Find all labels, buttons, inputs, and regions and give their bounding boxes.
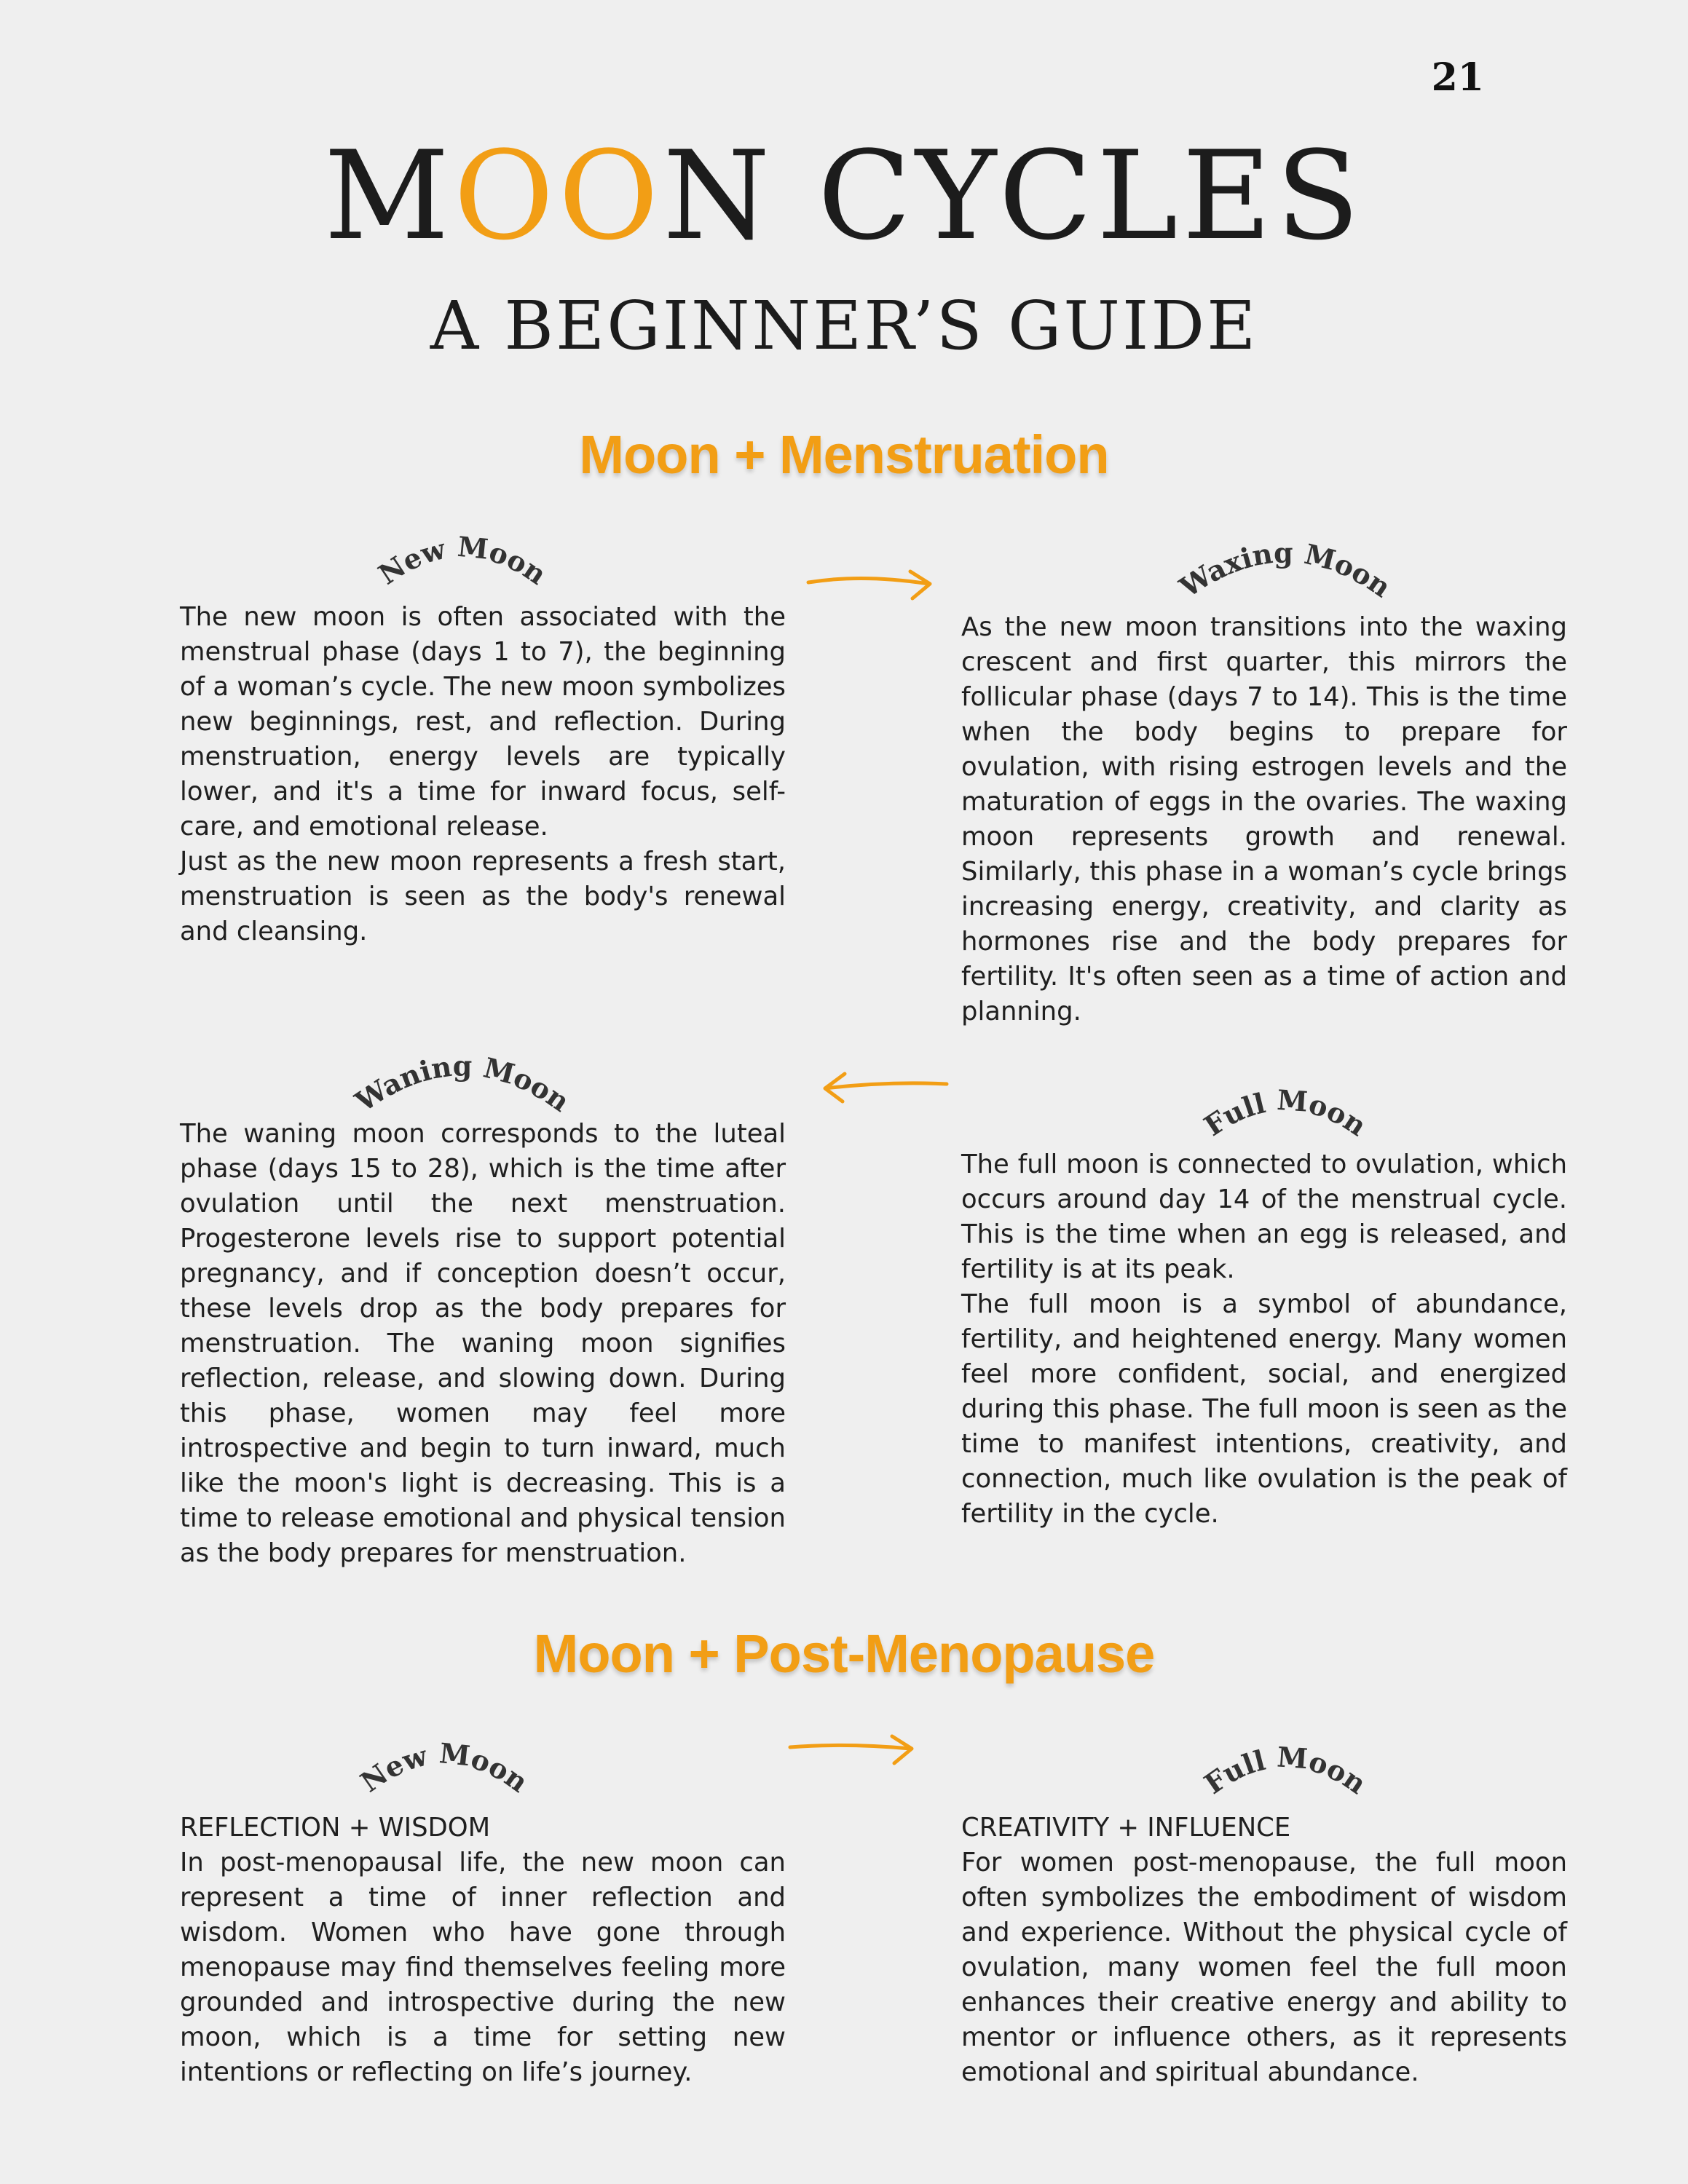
svg-text:New Moon: New Moon: [372, 529, 553, 591]
title-accent: OO: [453, 124, 663, 267]
right-arrow-icon: [786, 1733, 918, 1776]
pm-new-moon-subheading: REFLECTION + WISDOM: [180, 1813, 491, 1843]
page-number: 21: [1431, 55, 1484, 100]
waning-moon-text: [180, 1117, 786, 1571]
pm-full-moon-paragraph: For women post-menopause, the full moon often symbolizes the embodiment of wisdom and experience. Without the physical cycle of ovulation, many women feel the full moon enhances their creative energy and ability to mentor or influence others, as it represents emotional and spiritual abundance.: [961, 1848, 1567, 2087]
pm-new-moon-paragraph: In post-menopausal life, the new moon can represent a time of inner reflection and wisdom. Women who have gone through menopause may find themselves feeling more grounded and introspective during the new moon, which is a time for setting new intentions or reflecting on life’s journey.: [180, 1848, 786, 2087]
svg-text:Full Moon: Full Moon: [1198, 1740, 1373, 1801]
page-subtitle: A BEGINNER’S GUIDE: [430, 287, 1258, 365]
new-moon-label: [331, 510, 593, 604]
new-moon-paragraph: Just as the new moon represents a fresh start, menstruation is seen as the body's renewal and cleansing.: [180, 847, 786, 946]
new-moon-paragraph: The new moon is often associated with the menstrual phase (days 1 to 7), the beginning of a woman’s cycle. The new moon symbolizes new beginnings, rest, and reflection. During menstruation, energy levels are typically lower, and it's a time for inward focus, self-care, and emotional release.: [180, 602, 786, 842]
pm-new-moon-label: [313, 1711, 575, 1805]
pm-full-moon-label: [1154, 1714, 1416, 1809]
svg-text:New Moon: New Moon: [354, 1736, 535, 1799]
left-arrow-icon: [819, 1067, 950, 1110]
pm-full-moon-text: [961, 1811, 1567, 2090]
page-title: [0, 124, 1688, 267]
waning-moon-paragraph: The waning moon corresponds to the luteal phase (days 15 to 28), which is the time after ovulation until the next menstruation. Progesterone levels rise to support potential pregnancy, and if conception doesn’t occur, these levels drop as the body prepares for menstruation. The waning moon signifies reflection, release, and slowing down. During this phase, women may feel more introspective and begin to turn inward, much like the moon's light is decreasing. This is a time to release emotional and physical tension as the body prepares for menstruation.: [180, 1119, 786, 1568]
full-moon-text: [961, 1147, 1567, 1532]
svg-text:Waxing Moon: Waxing Moon: [1173, 536, 1397, 604]
title-part-2: N CYCLES: [663, 124, 1365, 267]
full-moon-paragraph: The full moon is a symbol of abundance, fertility, and heightened energy. Many women feel more confident, social, and energized during this phase. The full moon is seen as the time to manifest intentions, creativity, and connection, much like ovulation is the peak of fertility in the cycle.: [961, 1289, 1567, 1529]
waning-moon-label: [331, 1026, 593, 1121]
section-heading-post-menopause: Moon + Post-Menopause: [533, 1623, 1155, 1684]
full-moon-label: [1154, 1063, 1416, 1158]
svg-text:Full Moon: Full Moon: [1198, 1083, 1373, 1143]
waxing-moon-label: [1154, 513, 1416, 608]
full-moon-paragraph: The full moon is connected to ovulation, which occurs around day 14 of the menstrual cycle. This is the time when an egg is released, and fertility is at its peak.: [961, 1150, 1567, 1284]
right-arrow-icon: [805, 568, 936, 612]
waxing-moon-text: [961, 610, 1567, 1029]
title-part-1: M: [323, 124, 454, 267]
waxing-moon-paragraph: As the new moon transitions into the waxing crescent and first quarter, this mirrors the follicular phase (days 7 to 14). This is the time when the body begins to prepare for ovulation, with rising estrogen levels and the maturation of eggs in the ovaries. The waxing moon represents growth and renewal. Similarly, this phase in a woman’s cycle brings increasing energy, creativity, and clarity as hormones rise and the body prepares for fertility. It's often seen as a time of action and planning.: [961, 612, 1567, 1026]
section-heading-menstruation: Moon + Menstruation: [579, 424, 1109, 485]
svg-text:Waning Moon: Waning Moon: [349, 1049, 576, 1118]
pm-full-moon-subheading: CREATIVITY + INFLUENCE: [961, 1813, 1291, 1843]
pm-new-moon-text: [180, 1811, 786, 2090]
new-moon-text: [180, 600, 786, 949]
